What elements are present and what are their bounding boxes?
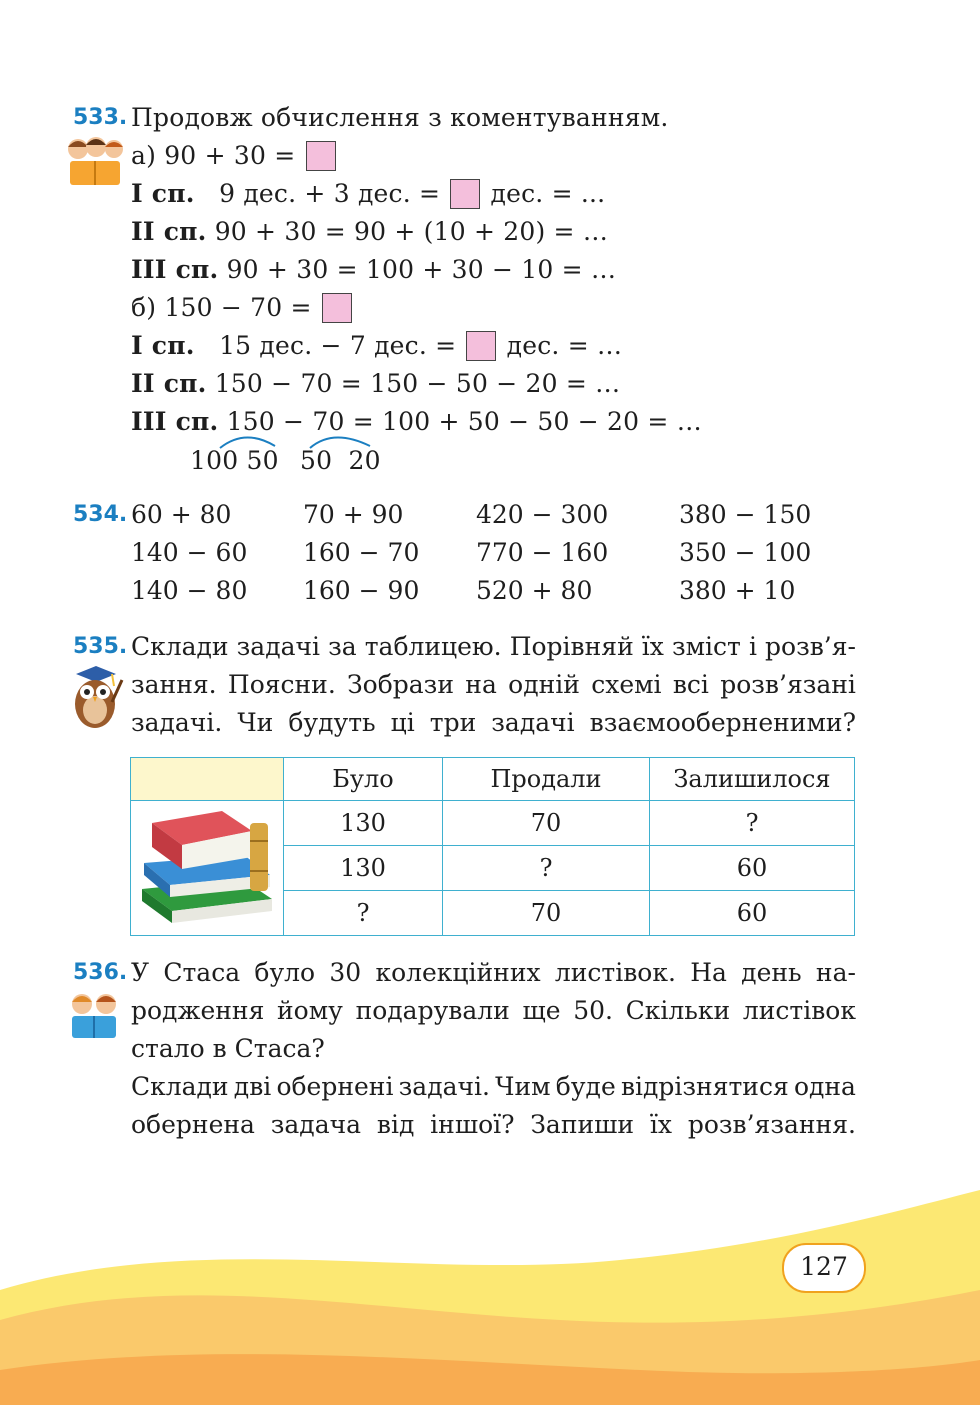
expression: 160 − 90 — [303, 576, 420, 605]
expression: 520 + 80 — [476, 576, 593, 605]
word: задачі — [236, 632, 321, 661]
word: відрізнятися — [620, 1072, 789, 1101]
method-label: ІІІ сп. — [131, 255, 219, 284]
word: У — [131, 958, 150, 987]
word: йому — [277, 996, 343, 1025]
word: Склади — [131, 632, 229, 661]
word: розв’я- — [765, 632, 856, 661]
expression: 160 − 70 — [303, 538, 420, 567]
exercise-number-533: 533. — [73, 105, 128, 130]
word: іншої? — [430, 1110, 515, 1139]
word: розв’язання. — [687, 1110, 856, 1139]
owl-teacher-icon — [64, 664, 126, 730]
word: на — [465, 670, 497, 699]
method-3-text: 150 − 70 = 100 + 50 − 50 − 20 = … — [226, 407, 702, 436]
column-3 — [476, 496, 608, 610]
exercise-533-instruction: Продовж обчислення з коментуванням. — [131, 103, 669, 132]
table-cell: ? — [284, 891, 443, 936]
word: одна — [793, 1072, 856, 1101]
method-label: І сп. — [131, 331, 195, 360]
text-line — [131, 1106, 856, 1144]
part-b-head — [131, 293, 354, 323]
word: три — [429, 708, 477, 737]
word: листівок. — [554, 958, 676, 987]
method-label: ІІ сп. — [131, 217, 207, 246]
part-a-expression: а) 90 + 30 = — [131, 141, 296, 170]
table-cell: 70 — [443, 801, 650, 846]
method-3-text: 90 + 30 = 100 + 30 − 10 = … — [226, 255, 617, 284]
expression: 140 − 80 — [131, 576, 248, 605]
part-a-method-1 — [131, 179, 605, 209]
word: і — [748, 632, 757, 661]
word: задачі — [491, 708, 575, 737]
word: колекційних — [375, 958, 541, 987]
word: схемі — [591, 670, 662, 699]
word: на- — [815, 958, 856, 987]
word: за — [328, 632, 357, 661]
text-line — [131, 666, 856, 704]
method-label: І сп. — [131, 179, 195, 208]
method-1-left: 15 дес. − 7 дес. = — [219, 331, 457, 360]
answer-box-a[interactable] — [306, 141, 336, 171]
word: задачі. — [131, 708, 223, 737]
expression: 380 + 10 — [679, 576, 796, 605]
word: буде — [555, 1072, 616, 1101]
data-table — [130, 757, 855, 936]
column-4 — [679, 496, 811, 610]
part-b-method-2 — [131, 369, 620, 399]
table-cell: 130 — [284, 846, 443, 891]
exercise-number-536: 536. — [73, 960, 128, 985]
text-line — [131, 1068, 856, 1106]
word: Запиши — [530, 1110, 635, 1139]
text-line — [131, 992, 856, 1030]
word: задача — [270, 1110, 362, 1139]
word: Зобрази — [347, 670, 454, 699]
method-label: ІІІ сп. — [131, 407, 219, 436]
books-stack-icon — [132, 801, 282, 929]
method-1-right: дес. = ... — [490, 179, 606, 208]
word: ці — [390, 708, 415, 737]
column-1 — [131, 496, 247, 610]
word: ще — [522, 996, 561, 1025]
word: 30 — [329, 958, 362, 987]
text-line — [131, 628, 856, 666]
word: На — [690, 958, 727, 987]
expression: 70 + 90 — [303, 500, 404, 529]
expression: 140 − 60 — [131, 538, 248, 567]
table-cell: 130 — [284, 801, 443, 846]
part-a-head — [131, 141, 338, 171]
word: стало в Стаса? — [131, 1034, 325, 1063]
word: Порівняй — [509, 632, 634, 661]
word: розв’язані — [720, 670, 856, 699]
word: Склади — [131, 1072, 229, 1101]
method-1-right: дес. = … — [506, 331, 623, 360]
expression: 420 − 300 — [476, 500, 609, 529]
word: було — [254, 958, 316, 987]
word: родження — [131, 996, 265, 1025]
expression: 770 − 160 — [476, 538, 609, 567]
expression: 60 + 80 — [131, 500, 232, 529]
text-line — [131, 704, 856, 742]
table-cell: 60 — [650, 891, 855, 936]
table-row — [131, 801, 855, 846]
table-corner-cell — [131, 758, 284, 801]
expression: 350 − 100 — [679, 538, 812, 567]
word: їх — [649, 1110, 673, 1139]
word: день — [741, 958, 802, 987]
table-cell: 70 — [443, 891, 650, 936]
table-header-cell: Продали — [443, 758, 650, 801]
word: дві — [233, 1072, 272, 1101]
expression: 380 − 150 — [679, 500, 812, 529]
word: зання. — [131, 670, 217, 699]
word: одній — [508, 670, 580, 699]
word: листівок — [742, 996, 856, 1025]
word: 50. — [573, 996, 613, 1025]
exercise-number-534: 534. — [73, 502, 128, 527]
split-150: 100 50 — [190, 446, 279, 475]
word: Чи — [237, 708, 274, 737]
exercise-535-text — [131, 628, 856, 742]
word: зміст — [671, 632, 741, 661]
word: будуть — [288, 708, 376, 737]
word: подарували — [355, 996, 510, 1025]
table-cell: ? — [443, 846, 650, 891]
method-2-text: 90 + 30 = 90 + (10 + 20) = … — [214, 217, 609, 246]
text-line — [131, 954, 856, 992]
table-cell: 60 — [650, 846, 855, 891]
word: Стаса — [163, 958, 241, 987]
word: задачі. — [398, 1072, 490, 1101]
exercise-number-535: 535. — [73, 634, 128, 659]
method-2-text: 150 − 70 = 150 − 50 − 20 = … — [214, 369, 621, 398]
table-header-row — [131, 758, 855, 801]
books-image-cell — [131, 801, 284, 936]
part-a-method-2 — [131, 217, 608, 247]
word: Поясни. — [227, 670, 336, 699]
word: всі — [672, 670, 709, 699]
word: Скільки — [625, 996, 731, 1025]
answer-box-b1[interactable] — [466, 331, 496, 361]
word: Чим — [495, 1072, 551, 1101]
answer-box-a1[interactable] — [450, 179, 480, 209]
answer-box-b[interactable] — [322, 293, 352, 323]
part-a-method-3 — [131, 255, 616, 285]
method-1-left: 9 дес. + 3 дес. = — [219, 179, 441, 208]
part-b-method-1 — [131, 331, 622, 361]
kids-reading-icon — [60, 135, 128, 187]
page-number: 127 — [782, 1243, 866, 1293]
table-header-cell: Було — [284, 758, 443, 801]
exercise-536-text — [131, 954, 856, 1144]
word: обернена — [131, 1110, 255, 1139]
table-header-cell: Залишилося — [650, 758, 855, 801]
word: їх — [641, 632, 664, 661]
text-line — [131, 1030, 856, 1068]
word: таблицею. — [364, 632, 502, 661]
part-b-expression: б) 150 − 70 = — [131, 293, 312, 322]
word: від — [376, 1110, 415, 1139]
column-2 — [303, 496, 419, 610]
word: обернені — [276, 1072, 394, 1101]
split-70: 50 20 — [300, 446, 381, 475]
method-label: ІІ сп. — [131, 369, 207, 398]
table-cell: ? — [650, 801, 855, 846]
kids-with-book-icon — [66, 990, 122, 1040]
word: взаємооберненими? — [589, 708, 856, 737]
